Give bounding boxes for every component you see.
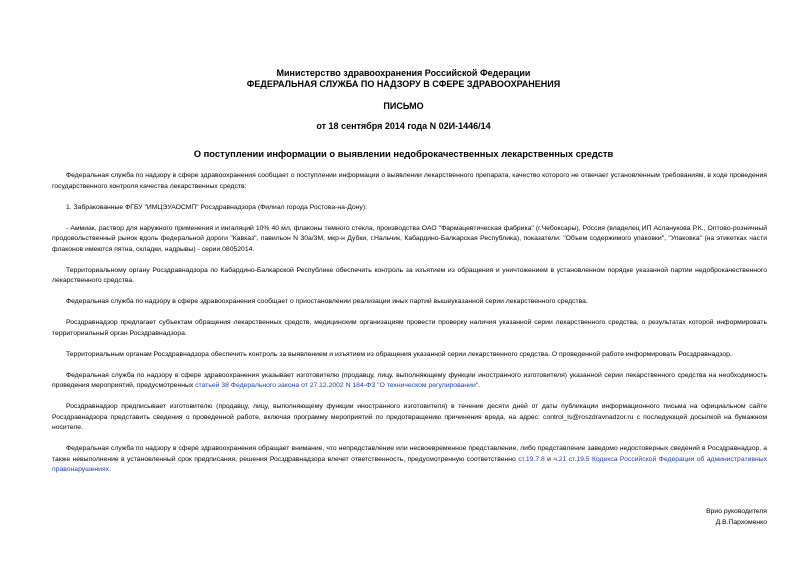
paragraph-intro: Федеральная служба по надзору в сфере здравоохранения сообщает о поступлении информации о выявлении лекарственного препарата, качество которого не отвечает установленным требованиям, в ходе проведения государственного контроля качества лекарственных средств: <box>52 172 767 190</box>
paragraph-manufacturer-measures <box>52 371 767 392</box>
paragraph-territorial-kbr: Территориальному органу Росздравнадзора по Кабардино-Балкарской Республике обеспечить контроль за изъятием из обращения и уничтожением в установленном порядке указанной партии недоброкачественного лекарственного средства. <box>52 266 767 284</box>
paragraph-prescription: Росздравнадзор предписывает изготовителю (продавцу, лицу, выполняющему функции иностранного изготовителя) в течение десяти дней от даты публикации информационного письма на официальном сайте Росздравнадзора представить сведения о проведенной работе, включая программу мероприятий по предотвращению причинения вреда, на адрес: control_ls@roszdravnadzor.ru с последующей досылкой на бумажном носителе. <box>52 403 767 431</box>
paragraph-check-subjects: Росздравнадзор предлагает субъектам обращения лекарственных средств, медицинским организациям провести проверку наличия указанной серии лекарственного средства, о результатах которой информировать территориальный орган Росздравнадзора. <box>52 319 767 337</box>
service-name: ФЕДЕРАЛЬНАЯ СЛУЖБА ПО НАДЗОРУ В СФЕРЕ ЗДРАВООХРАНЕНИЯ <box>246 79 561 89</box>
paragraph-liability <box>52 444 767 476</box>
p8-text-before: Федеральная служба по надзору в сфере здравоохранения указывает изготовителю (продавцу, лицу, выполняющему функции иностранного изготовителя) указанной серии лекарственного средства на необходимость проведения мероприятий, предусмотренных <box>52 371 767 389</box>
signatory-position: Врио руководителя <box>706 508 767 515</box>
p10-text-mid: и <box>544 455 554 463</box>
law-184-fz-link[interactable]: статьей 38 Федерального закона от 27.12.2002 N 184-ФЗ "О техническом регулировании" <box>195 382 479 389</box>
article-19-7-8-link[interactable]: ст.19.7.8 <box>518 455 545 463</box>
paragraph-territorial-control: Территориальным органам Росздравнадзора обеспечить контроль за выявлением и изъятием из обращения указанной серии лекарственного средства. О проведенной работе информировать Росздравнадзор. <box>66 350 732 358</box>
signature-block <box>706 506 767 528</box>
signatory-name: Д.В.Пархоменко <box>715 519 767 526</box>
document-date-number: от 18 сентября 2014 года N 02И-1446/14 <box>316 121 491 131</box>
koap-article-19-5-link[interactable]: ч.21 ст.19.5 Кодекса Российской Федерации об административных правонарушениях <box>52 455 768 473</box>
document-body <box>52 171 767 486</box>
paragraph-product-details: - Аммиак, раствор для наружного применения и ингаляций 10% 40 мл, флаконы темного стекла, производства ОАО "Фармацевтическая фабрика" (г.Чебоксары), Россия (владелец ИП Асланукова Р.К., Оптово-розничный продовольственный рынок вдоль федеральной дороги "Кавказ", павильон N 30а/3М, мкр-н Дубки, г.Нальчик, Кабардино-Балкарская Республика), показатели: "Объем содержимого упаковки", "Упаковка" (на этикетках части флаконов имеются пятна, складки, надрывы) - серии 08052014. <box>52 224 767 253</box>
p10-text-after: . <box>109 466 111 473</box>
p10-text-before: Федеральная служба по надзору в сфере здравоохранения обращает внимание, что непредставление или несвоевременное представление, либо представление заведомо недостоверных сведений в Росздравнадзор, а также невыполнение в установленный срок предписания, решения Росздравнадзора влечет ответственность, предусмотренную соответственно <box>52 445 767 463</box>
paragraph-rejected-list: 1. Забракованные ФГБУ "ИМЦЭУАОСМП" Росздравнадзора (Филиал города Ростова-на-Дону): <box>66 203 367 211</box>
ministry-name: Министерство здравоохранения Российской Федерации <box>276 68 531 78</box>
document-title: О поступлении информации о выявлении недоброкачественных лекарственных средств <box>193 148 614 159</box>
paragraph-suspension: Федеральная служба по надзору в сфере здравоохранения сообщает о приостановлении реализации иных партий вышеуказанной серии лекарственного средства. <box>66 298 588 305</box>
document-type: ПИСЬМО <box>383 101 424 111</box>
p8-text-after: . <box>478 382 481 389</box>
